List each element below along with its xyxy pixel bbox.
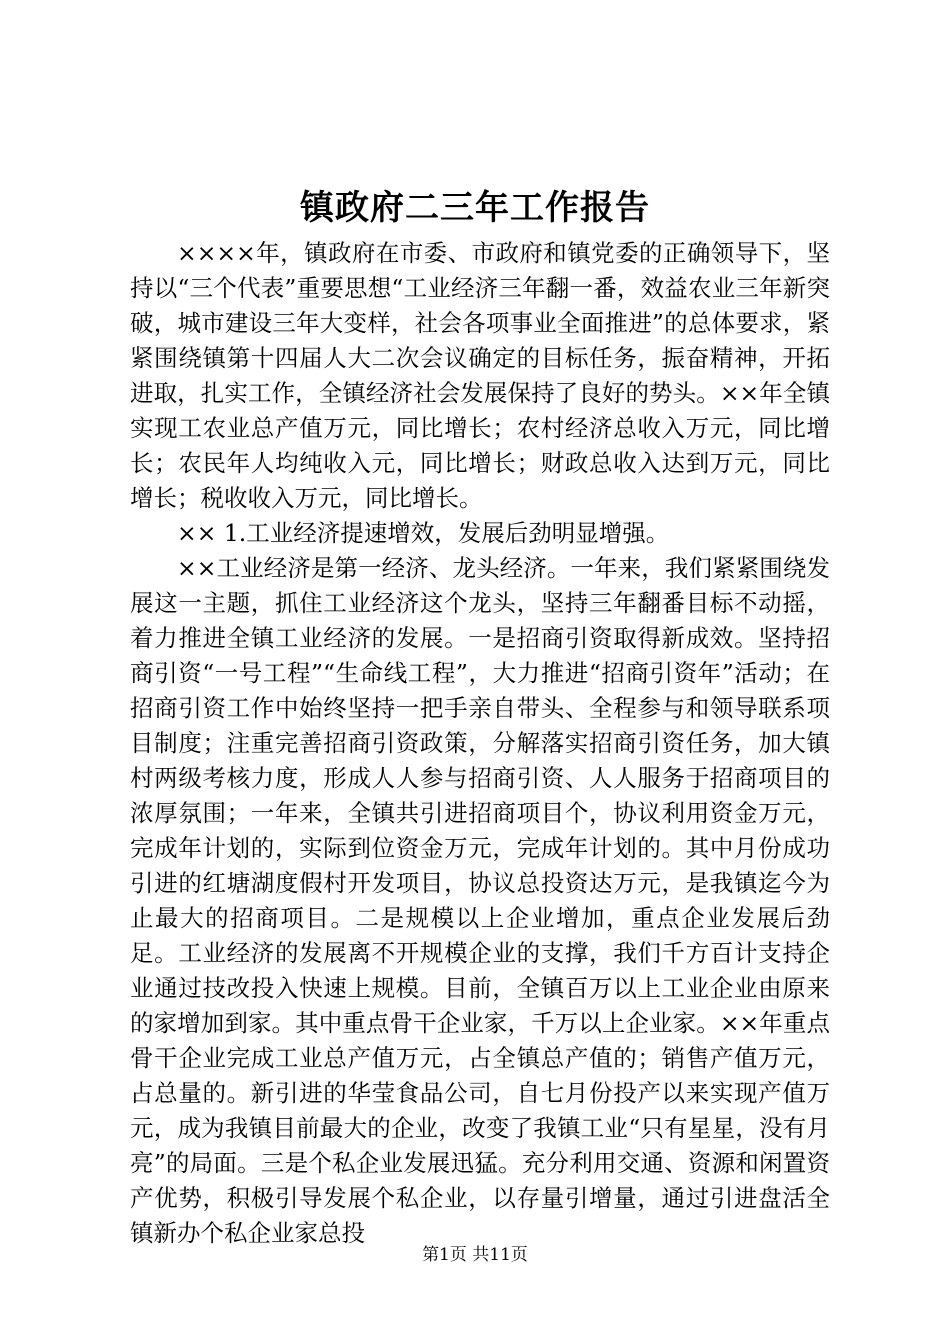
paragraph-section-heading: ×× 1.工业经济提速增效，发展后劲明显增强。 xyxy=(177,519,670,547)
document-body xyxy=(130,236,830,1251)
paragraph-intro: ××××年，镇政府在市委、市政府和镇党委的正确领导下，坚持以“三个代表”重要思想“工业经济三年翻一番，效益农业三年新突破，城市建设三年大变样，社会各项事业全面推进”的总体要求，紧紧围绕镇第十四届人大二次会议确定的目标任务，振奋精神，开拓进取，扎实工作，全镇经济社会发展保持了良好的势头。××年全镇实现工农业总产值万元，同比增长；农村经济总收入万元，同比增长；农民年人均纯收入元，同比增长；财政总收入达到万元，同比增长；税收收入万元，同比增长。 xyxy=(130,239,830,512)
paragraph-industry: ××工业经济是第一经济、龙头经济。一年来，我们紧紧围绕发展这一主题，抓住工业经济这个龙头，坚持三年翻番目标不动摇，着力推进全镇工业经济的发展。一是招商引资取得新成效。坚持招商引资“一号工程”“生命线工程”，大力推进“招商引资年”活动；在招商引资工作中始终坚持一把手亲自带头、全程参与和领导联系项目制度；注重完善招商引资政策，分解落实招商引资任务，加大镇村两级考核力度，形成人人参与招商引资、人人服务于招商项目的浓厚氛围；一年来，全镇共引进招商项目个，协议利用资金万元，完成年计划的，实际到位资金万元，完成年计划的。其中月份成功引进的红塘湖度假村开发项目，协议总投资达万元，是我镇迄今为止最大的招商项目。二是规模以上企业增加，重点企业发展后劲足。工业经济的发展离不开规模企业的支撑，我们千方百计支持企业通过技改投入快速上规模。目前，全镇百万以上工业企业由原来的家增加到家。其中重点骨干企业家，千万以上企业家。××年重点骨干企业完成工业总产值万元，占全镇总产值的；销售产值万元，占总量的。新引进的华莹食品公司，自七月份投产以来实现产值万元，成为我镇目前最大的企业，改变了我镇工业“只有星星，没有月亮”的局面。三是个私企业发展迅猛。充分利用交通、资源和闲置资产优势，积极引导发展个私企业，以存量引增量，通过引进盘活全镇新办个私企业家总投 xyxy=(130,554,830,1247)
document-title: 镇政府二三年工作报告 xyxy=(300,188,650,228)
page-footer: 第1页 共11页 xyxy=(422,1245,528,1265)
